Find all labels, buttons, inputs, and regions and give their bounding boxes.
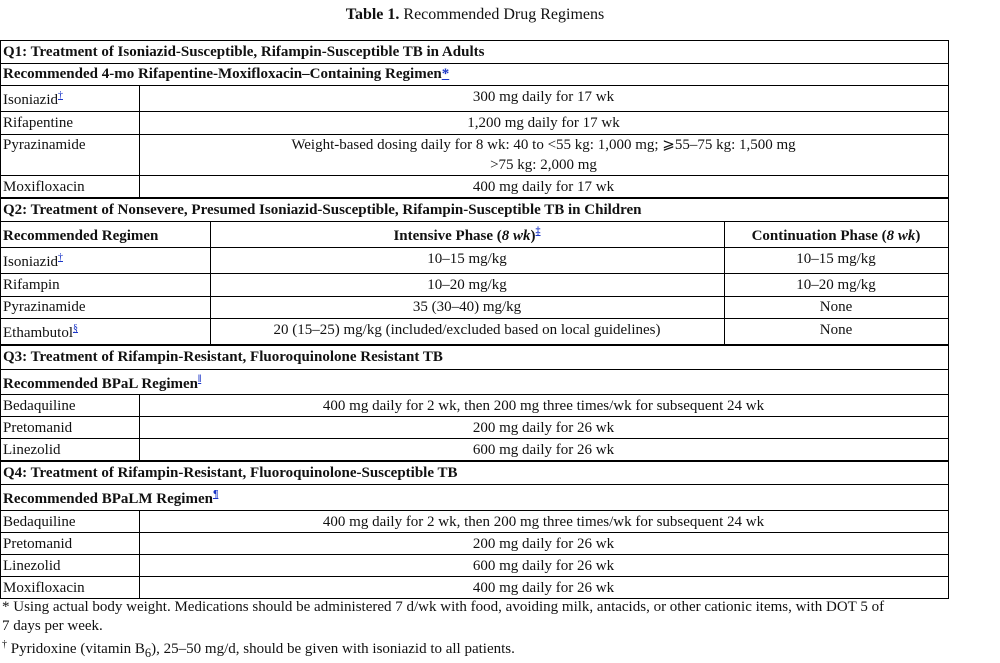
header-text: Continuation Phase ( — [751, 228, 887, 244]
q3-subheading-row — [0, 369, 949, 394]
drug-name: Isoniazid — [3, 254, 58, 270]
q4-heading-row — [0, 460, 949, 484]
continuation-cell: 10–20 mg/kg — [796, 277, 876, 293]
table-row — [0, 318, 949, 344]
drug-name: Moxifloxacin — [3, 580, 85, 596]
dose-cell: 200 mg daily for 26 wk — [472, 536, 615, 552]
table-row — [0, 438, 949, 460]
q1-subheading-cell — [1, 64, 948, 85]
drug-name: Linezolid — [3, 558, 61, 574]
continuation-cell: None — [819, 322, 853, 338]
q3-subheading-cell — [1, 370, 948, 394]
drug-name: Rifampin — [3, 277, 60, 293]
caption-label: Table 1. — [345, 6, 400, 23]
q1-subheading: Recommended 4-mo Rifapentine-Moxifloxacin–Containing Regimen — [3, 66, 442, 82]
continuation-cell: 10–15 mg/kg — [796, 251, 876, 267]
table-row — [0, 510, 949, 532]
caption-title: Recommended Drug Regimens — [403, 6, 605, 23]
footnote-link-dagger[interactable]: † — [57, 252, 63, 263]
column-header-intensive — [210, 222, 724, 247]
footnote-dagger-text: ), 25–50 mg/d, should be given with isoniazid to all patients. — [151, 641, 515, 657]
q4-subheading-row — [0, 484, 949, 510]
drug-name: Pretomanid — [3, 536, 73, 552]
footnote-dagger-sub: 6 — [144, 646, 152, 660]
footnote-link-double-dagger[interactable]: ‡ — [535, 226, 541, 237]
drug-name: Bedaquiline — [3, 514, 76, 530]
footnote-link-section[interactable]: § — [73, 323, 78, 334]
q3-heading-row — [0, 344, 949, 369]
footnote-link-parallel[interactable]: ‖ — [197, 374, 202, 385]
footnote-dagger — [2, 640, 992, 663]
table-row — [0, 296, 949, 318]
dose-line: >75 kg: 2,000 mg — [490, 157, 597, 173]
column-header-continuation — [724, 222, 948, 247]
q4-subheading: Recommended BPaLM Regimen — [3, 491, 213, 507]
header-italic: 8 wk — [886, 228, 916, 244]
table-caption — [0, 4, 950, 26]
drug-name: Rifapentine — [3, 115, 73, 131]
q3-heading: Q3: Treatment of Rifampin-Resistant, Fluoroquinolone Resistant TB — [3, 349, 443, 365]
intensive-cell: 10–15 mg/kg — [427, 251, 507, 267]
footnote-link-star[interactable]: * — [441, 66, 450, 82]
intensive-cell: 35 (30–40) mg/kg — [412, 299, 522, 315]
q1-subheading-row — [0, 63, 949, 85]
dose-cell: 200 mg daily for 26 wk — [472, 420, 615, 436]
header-text: Intensive Phase ( — [393, 228, 502, 244]
table-row — [0, 111, 949, 134]
table-row — [0, 554, 949, 576]
table-row — [0, 576, 949, 598]
footnote-dagger-text: Pyridoxine (vitamin B — [7, 641, 145, 657]
dose-cell — [139, 135, 948, 175]
drug-name: Isoniazid — [3, 92, 58, 108]
table-row — [0, 273, 949, 296]
dose-cell: 600 mg daily for 26 wk — [472, 558, 615, 574]
table-row — [0, 175, 949, 197]
drug-name: Pyrazinamide — [3, 137, 86, 153]
footnote-star-line: * Using actual body weight. Medications should be administered 7 d/wk with food, avoiding milk, antacids, or other cationic items, with DOT 5 of — [2, 599, 885, 615]
drug-name-cell — [1, 248, 210, 273]
q4-subheading-cell — [1, 485, 948, 510]
drug-name-cell — [1, 86, 139, 111]
header-text: ) — [530, 228, 536, 244]
drug-name: Bedaquiline — [3, 398, 76, 414]
dose-cell: 400 mg daily for 2 wk, then 200 mg three times/wk for subsequent 24 wk — [322, 398, 765, 414]
dose-cell: 600 mg daily for 26 wk — [472, 442, 615, 458]
drug-name: Ethambutol — [3, 325, 73, 341]
drug-name-cell — [1, 319, 210, 344]
drug-name: Pretomanid — [3, 420, 73, 436]
footnotes — [2, 598, 992, 659]
dose-cell: 400 mg daily for 17 wk — [472, 179, 615, 195]
table-row — [0, 532, 949, 554]
table-row — [0, 394, 949, 416]
dose-line: Weight-based dosing daily for 8 wk: 40 to <55 kg: 1,000 mg; ⩾55–75 kg: 1,500 mg — [291, 137, 796, 153]
q2-heading-row — [0, 197, 949, 221]
q3-subheading: Recommended BPaL Regimen — [3, 376, 198, 392]
footnote-dagger-mark: † — [2, 639, 7, 650]
table-row — [0, 416, 949, 438]
drug-name: Moxifloxacin — [3, 179, 85, 195]
q1-heading: Q1: Treatment of Isoniazid-Susceptible, Rifampin-Susceptible TB in Adults — [3, 44, 485, 60]
dose-cell: 400 mg daily for 26 wk — [472, 580, 615, 596]
footnote-link-pilcrow[interactable]: ¶ — [212, 489, 219, 500]
q1-heading-row — [0, 40, 949, 63]
dose-cell: 1,200 mg daily for 17 wk — [467, 115, 620, 131]
drug-name: Pyrazinamide — [3, 299, 86, 315]
header-text: ) — [915, 228, 921, 244]
table-row — [0, 85, 949, 111]
drug-name: Linezolid — [3, 442, 61, 458]
header-italic: 8 wk — [501, 228, 531, 244]
q2-column-header-row — [0, 221, 949, 247]
q2-heading: Q2: Treatment of Nonsevere, Presumed Isoniazid-Susceptible, Rifampin-Susceptible TB in Children — [3, 202, 642, 218]
q4-heading: Q4: Treatment of Rifampin-Resistant, Fluoroquinolone-Susceptible TB — [3, 465, 458, 481]
dose-cell: 300 mg daily for 17 wk — [472, 89, 615, 105]
table-row — [0, 134, 949, 175]
column-header-regimen: Recommended Regimen — [3, 228, 159, 244]
dose-cell: 400 mg daily for 2 wk, then 200 mg three times/wk for subsequent 24 wk — [322, 514, 765, 530]
continuation-cell: None — [819, 299, 853, 315]
intensive-cell: 20 (15–25) mg/kg (included/excluded based on local guidelines) — [273, 322, 661, 338]
footnote-link-dagger[interactable]: † — [57, 90, 63, 101]
table-row — [0, 247, 949, 273]
intensive-cell: 10–20 mg/kg — [427, 277, 507, 293]
footnote-star-line: 7 days per week. — [2, 618, 103, 634]
